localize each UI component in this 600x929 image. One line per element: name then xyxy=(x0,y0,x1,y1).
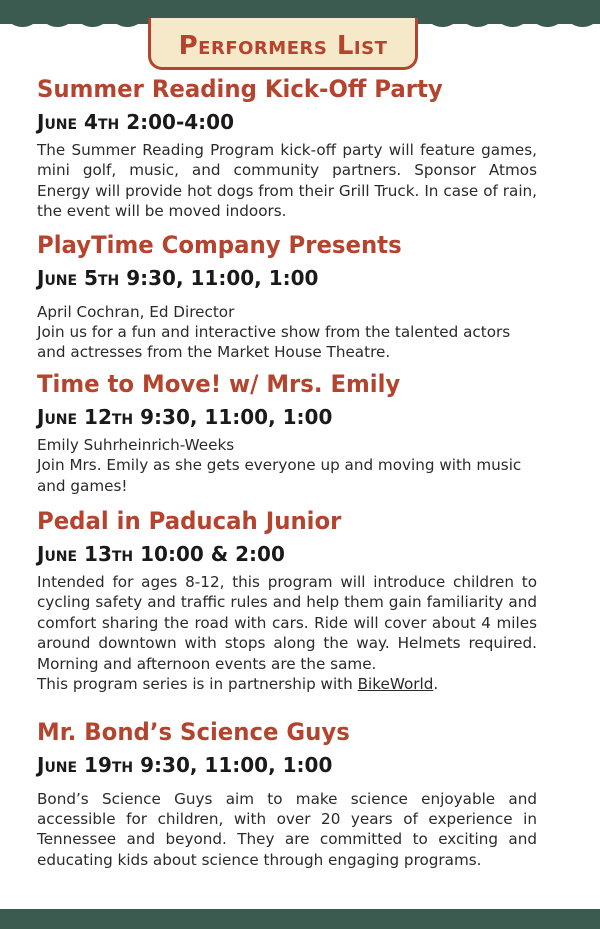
event-time-to-move xyxy=(37,369,537,496)
event-description: Bond’s Science Guys aim to make science enjoyable and accessible for children, with over 20 years of experience in Tennessee and beyond. They are committed to exciting and educating kids about science through engaging programs. xyxy=(37,789,537,869)
event-description: Join us for a fun and interactive show from the talented actors and actresses from the Market House Theatre. xyxy=(37,323,511,362)
event-presenter: April Cochran, Ed Director xyxy=(37,302,235,321)
event-summer-reading-kickoff xyxy=(37,74,537,222)
event-description: The Summer Reading Program kick-off party will feature games, mini golf, music, and community partners. Sponsor Atmos Energy will provide hot dogs from their Grill Truck. In case of rain, the event will be moved indoors. xyxy=(37,141,537,221)
event-date: June 12th 9:30, 11:00, 1:00 xyxy=(37,404,333,429)
bottom-decorative-bar xyxy=(0,909,600,929)
bikeworld-link[interactable]: BikeWorld xyxy=(357,675,434,694)
event-title: Summer Reading Kick-Off Party xyxy=(37,75,443,103)
event-science-guys xyxy=(37,717,537,871)
partnership-suffix: . xyxy=(433,675,439,694)
title-banner xyxy=(148,18,418,70)
event-date: June 5th 9:30, 11:00, 1:00 xyxy=(37,265,319,290)
event-date: June 19th 9:30, 11:00, 1:00 xyxy=(37,752,333,777)
event-date: June 13th 10:00 & 2:00 xyxy=(37,542,285,567)
event-description: Join Mrs. Emily as she gets everyone up and moving with music and games! xyxy=(37,456,522,495)
event-pedal-in-paducah xyxy=(37,506,537,694)
event-title: Mr. Bond’s Science Guys xyxy=(37,717,350,746)
event-description: Intended for ages 8-12, this program will introduce children to cycling safety and traffic rules and help them gain familiarity and comfort sharing the road with cars. Ride will cover about 4 miles around downtown with stops along the way. Helmets required. Morning and afternoon events are the same. xyxy=(37,573,537,673)
event-presenter: Emily Suhrheinrich-Weeks xyxy=(37,435,235,454)
event-title: Time to Move! w/ Mrs. Emily xyxy=(37,369,401,398)
partnership-prefix: This program series is in partnership with xyxy=(37,675,358,694)
event-partnership-note xyxy=(37,674,537,694)
event-playtime-company xyxy=(37,230,537,363)
event-title: PlayTime Company Presents xyxy=(37,230,402,259)
page-title: Performers List xyxy=(178,31,388,61)
events-list xyxy=(37,74,537,870)
event-date: June 4th 2:00-4:00 xyxy=(37,110,234,134)
event-title: Pedal in Paducah Junior xyxy=(37,507,342,536)
